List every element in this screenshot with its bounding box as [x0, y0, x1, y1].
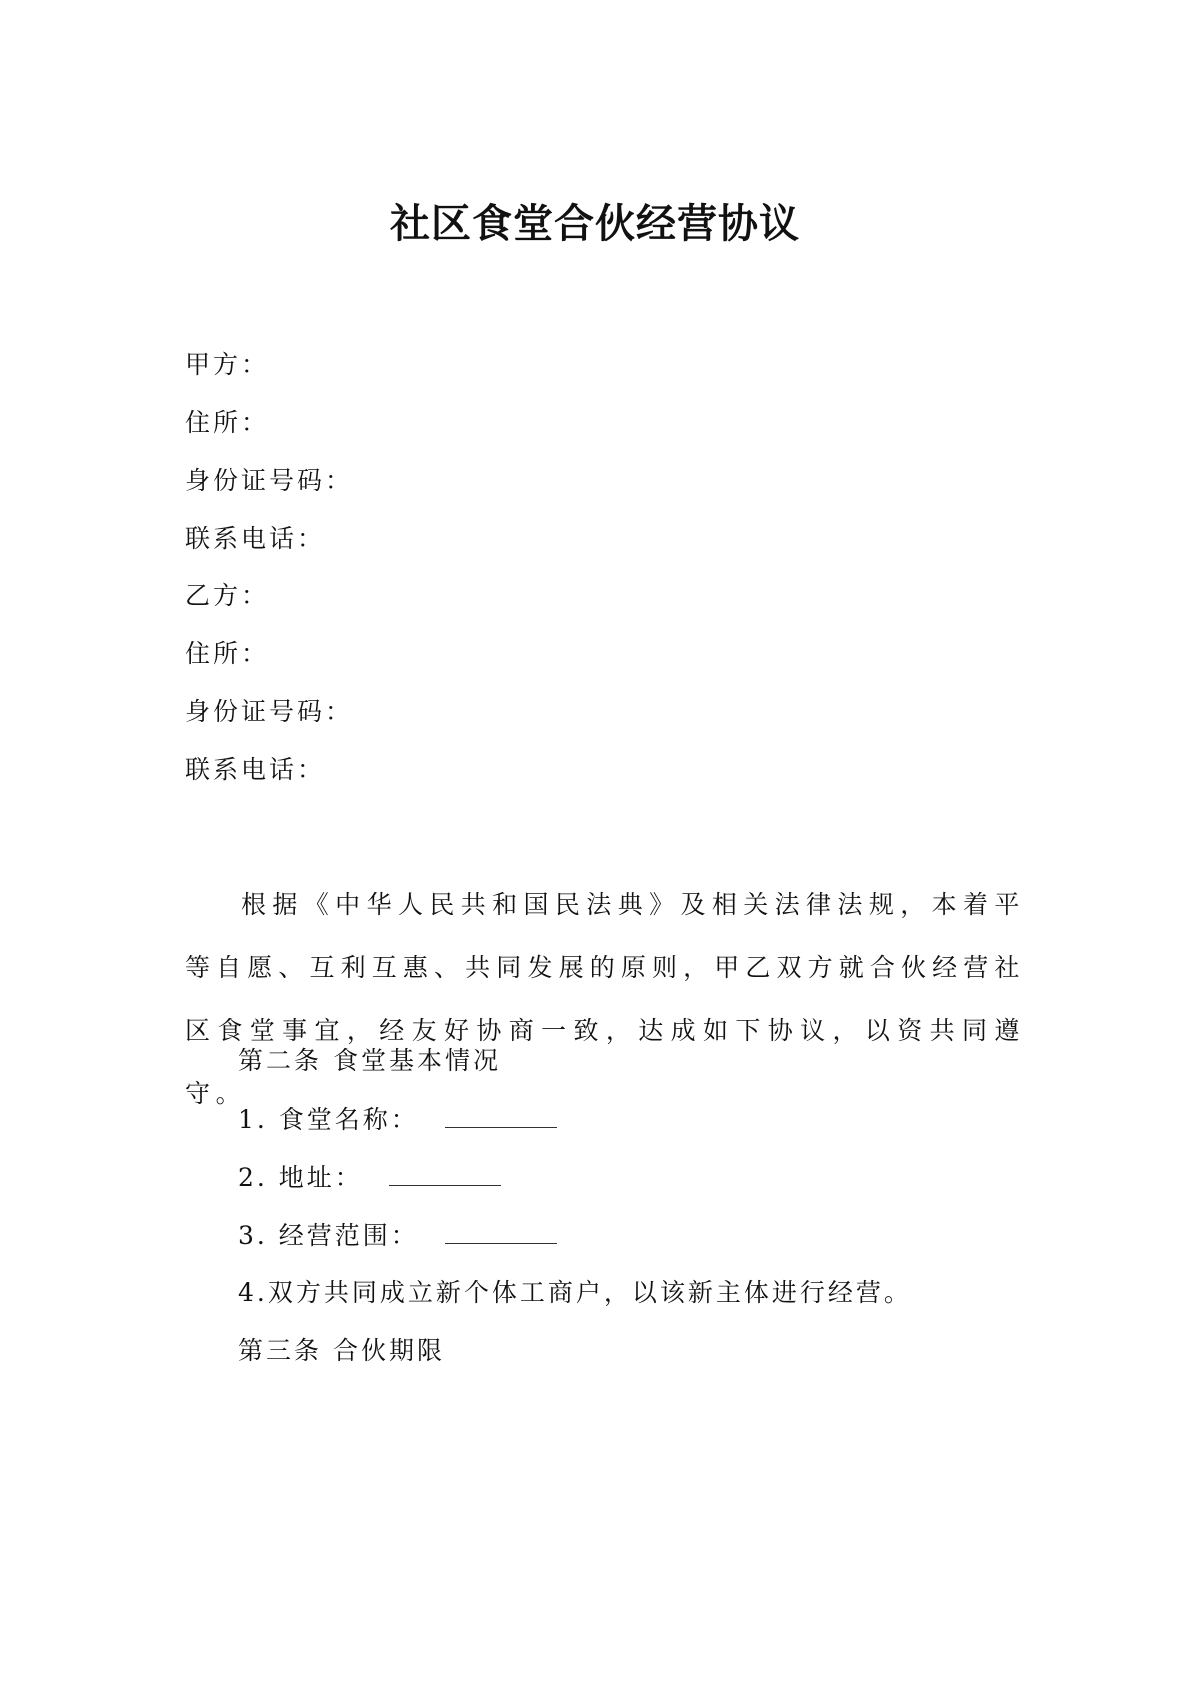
article-2-item-2 [238, 1159, 501, 1196]
party-b-id-number: 身份证号码： [185, 697, 354, 726]
canteen-name-label: 1. 食堂名称： [238, 1105, 419, 1134]
party-b-phone: 联系电话： [185, 755, 326, 784]
article-3-heading: 第三条 合伙期限 [238, 1336, 445, 1365]
article-2-item-3 [238, 1217, 557, 1254]
article-2-item-1 [238, 1101, 557, 1138]
article-2-item-4: 4.双方共同成立新个体工商户，以该新主体进行经营。 [238, 1278, 912, 1307]
article-2-heading: 第二条 食堂基本情况 [238, 1046, 501, 1075]
canteen-name-blank [445, 1101, 557, 1128]
address-blank [389, 1159, 501, 1186]
business-scope-label: 3. 经营范围： [238, 1221, 419, 1250]
business-scope-blank [445, 1217, 557, 1244]
party-a-phone: 联系电话： [185, 524, 326, 553]
party-a-label: 甲方： [185, 350, 270, 379]
party-a-address: 住所： [185, 408, 270, 437]
preamble-paragraph: 根据《中华人民共和国民法典》及相关法律法规，本着平等自愿、互利互惠、共同发展的原则，甲乙双方就合伙经营社区食堂事宜，经友好协商一致，达成如下协议，以资共同遵守。 [185, 890, 1025, 1108]
address-label: 2. 地址： [238, 1163, 363, 1192]
party-a-id-number: 身份证号码： [185, 466, 354, 495]
document-title: 社区食堂合伙经营协议 [390, 200, 800, 247]
party-b-address: 住所： [185, 639, 270, 668]
party-b-label: 乙方： [185, 581, 270, 610]
